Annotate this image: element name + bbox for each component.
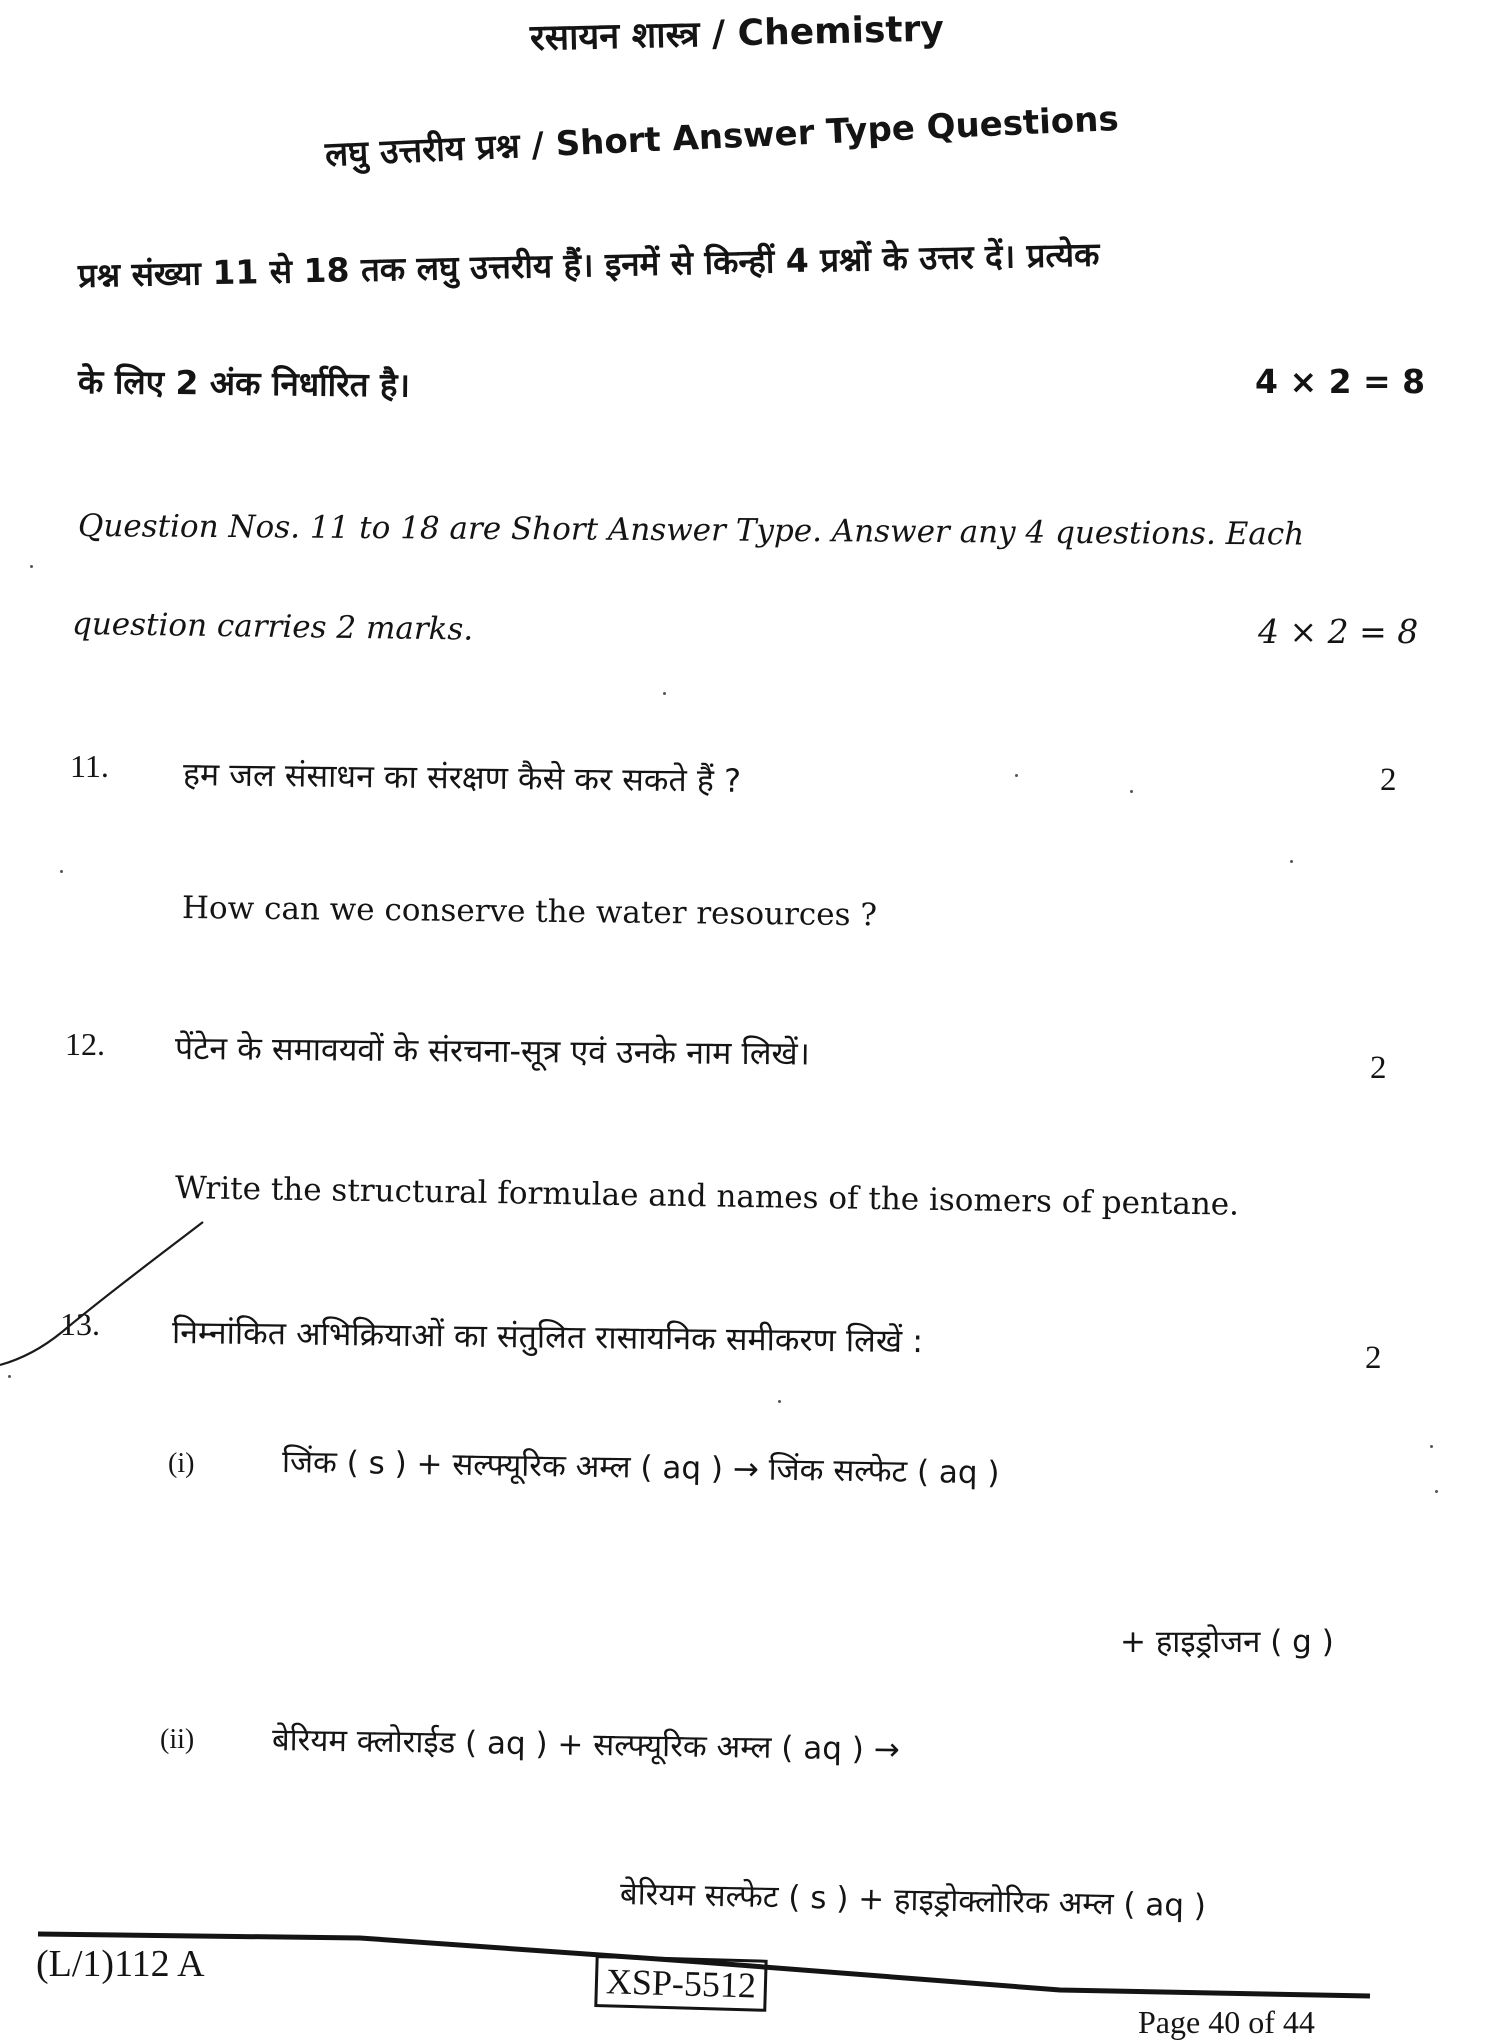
question-text-hindi: हम जल संसाधन का संरक्षण कैसे कर सकते हैं ? <box>182 755 742 800</box>
instructions-english-line1: Question Nos. 11 to 18 are Short Answer Type. Answer any 4 questions. Each <box>77 508 1305 553</box>
scan-speck <box>1430 1445 1433 1448</box>
series-code-box: XSP-5512 <box>594 1955 767 2012</box>
question-marks: 2 <box>1380 762 1397 798</box>
scan-speck <box>778 1400 781 1403</box>
pen-mark-stroke <box>0 1200 220 1370</box>
sub-question-label: (i) <box>168 1448 195 1479</box>
instructions-english-marks: 4 × 2 = 8 <box>1258 612 1419 651</box>
scan-speck <box>30 565 33 568</box>
scan-speck <box>1290 860 1293 863</box>
scan-speck <box>663 692 666 695</box>
page-number: Page 40 of 44 <box>1138 2004 1315 2040</box>
section-heading: लघु उत्तरीय प्रश्न / Short Answer Type Questions <box>324 98 1120 175</box>
instructions-english-line2: question carries 2 marks. <box>71 606 474 648</box>
paper-code: (L/1)112 A <box>36 1943 205 1985</box>
scan-speck <box>60 870 63 873</box>
question-text-english: How can we conserve the water resources ? <box>181 890 878 934</box>
question-text-hindi: निम्नांकित अभिक्रियाओं का संतुलित रासायनिक समीकरण लिखें : <box>171 1313 924 1361</box>
page-title: रसायन शास्त्र / Chemistry <box>529 8 945 59</box>
reaction-equation-continuation: + हाइड्रोजन ( g ) <box>1120 1624 1334 1660</box>
instructions-hindi-line1: प्रश्न संख्या 11 से 18 तक लघु उत्तरीय हैं। इनमें से किन्हीं 4 प्रश्नों के उत्तर दें। प्रत्येक <box>77 234 1100 295</box>
scan-speck <box>1015 774 1018 777</box>
scan-speck <box>1130 790 1133 793</box>
question-number: 11. <box>70 748 109 784</box>
question-number: 13. <box>60 1306 100 1342</box>
scan-speck <box>1435 1490 1438 1493</box>
reaction-equation-continuation: बेरियम सल्फेट ( s ) + हाइड्रोक्लोरिक अम्ल ( aq ) <box>619 1876 1207 1925</box>
sub-question-label: (ii) <box>160 1724 195 1755</box>
scan-speck <box>8 1375 11 1378</box>
reaction-equation: बेरियम क्लोराईड ( aq ) + सल्फ्यूरिक अम्ल ( aq ) → <box>271 1722 901 1768</box>
question-text-hindi: पेंटेन के समावयवों के संरचना-सूत्र एवं उनके नाम लिखें। <box>174 1029 810 1073</box>
question-text-english: Write the structural formulae and names of the isomers of pentane. <box>174 1170 1240 1223</box>
instructions-hindi-marks: 4 × 2 = 8 <box>1255 362 1426 401</box>
instructions-hindi-line2: के लिए 2 अंक निर्धारित है। <box>77 362 411 405</box>
question-marks: 2 <box>1365 1340 1382 1376</box>
question-number: 12. <box>65 1026 105 1062</box>
question-marks: 2 <box>1370 1050 1387 1086</box>
reaction-equation: जिंक ( s ) + सल्फ्यूरिक अम्ल ( aq ) → जिंक सल्फेट ( aq ) <box>281 1444 1000 1492</box>
